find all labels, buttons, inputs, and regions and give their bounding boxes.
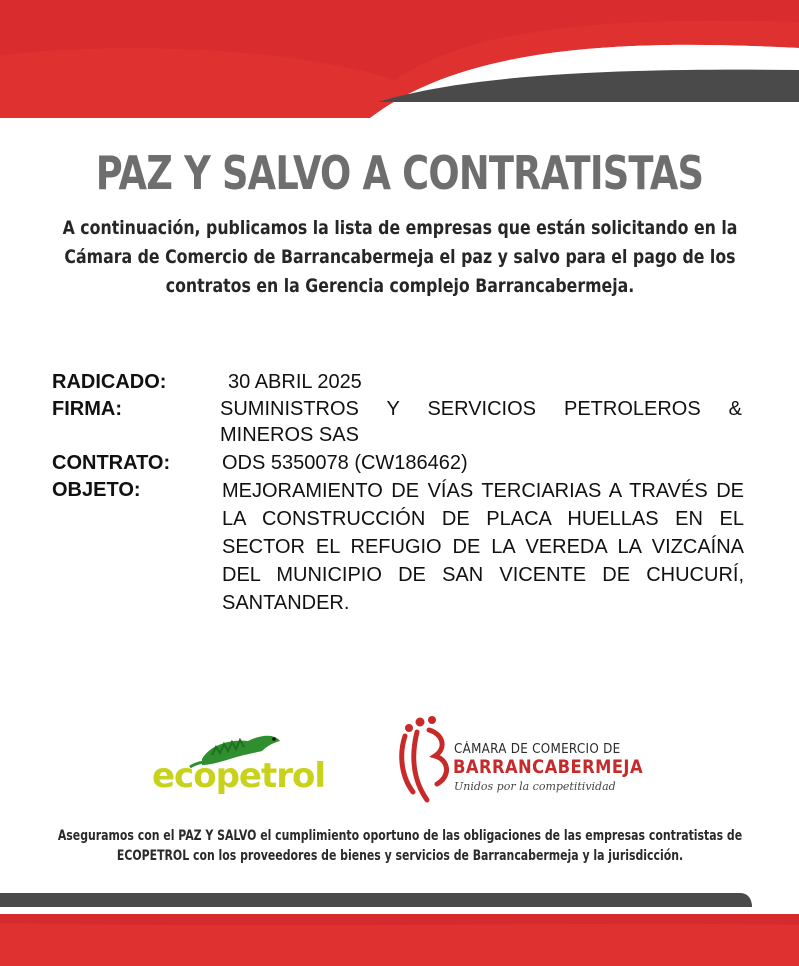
ccb-name-line1: CÁMARA DE COMERCIO DE: [454, 742, 621, 757]
firma-row: [52, 396, 744, 448]
firma-label: FIRMA:: [52, 398, 122, 420]
ccb-emblem-icon: [397, 714, 457, 810]
footer-decoration: [0, 885, 799, 966]
intro-paragraph: A continuación, publicamos la lista de empresas que están solicitando en la Cámara de Comercio de Barrancabermeja el paz y salvo para el pago de los contratos en la Gerencia complejo Barrancabermeja.: [62, 217, 738, 297]
ccb-slogan: Unidos por la competitividad: [454, 780, 616, 793]
objeto-label: OBJETO:: [52, 479, 141, 501]
header-decoration: [0, 0, 799, 130]
intro-text: [30, 214, 769, 301]
radicado-value: 30 ABRIL 2025: [228, 371, 362, 393]
firma-value: SUMINISTROS Y SERVICIOS PETROLEROS & MINEROS SAS: [220, 398, 742, 446]
objeto-row: [52, 477, 744, 617]
camara-comercio-logo: [397, 714, 657, 810]
radicado-row: [52, 369, 744, 395]
contrato-row: [52, 450, 744, 476]
footer-note: [20, 826, 779, 866]
footer-text: Aseguramos con el PAZ Y SALVO el cumplimiento oportuno de las obligaciones de las empresas contratistas de ECOPETROL con los proveedores de bienes y servicios de Barrancabermeja y la jurisdicción.: [57, 828, 743, 864]
contrato-label: CONTRATO:: [52, 452, 171, 474]
ecopetrol-wordmark: ecopetrol: [152, 756, 326, 795]
iguana-icon: [150, 725, 350, 795]
objeto-value: MEJORAMIENTO DE VÍAS TERCIARIAS A TRAVÉS DE LA CONSTRUCCIÓN DE PLACA HUELLAS EN EL SECTOR EL REFUGIO DE LA VEREDA LA VIZCAÍNA DEL MUNICIPIO DE SAN VICENTE DE CHUCURÍ, SANTANDER.: [222, 480, 744, 614]
ecopetrol-logo: [150, 725, 350, 795]
radicado-label: RADICADO:: [52, 371, 167, 393]
contrato-value: ODS 5350078 (CW186462): [222, 452, 468, 474]
page-title: PAZ Y SALVO A CONTRATISTAS: [95, 146, 704, 200]
ccb-name-line2: BARRANCABERMEJA: [453, 756, 644, 778]
